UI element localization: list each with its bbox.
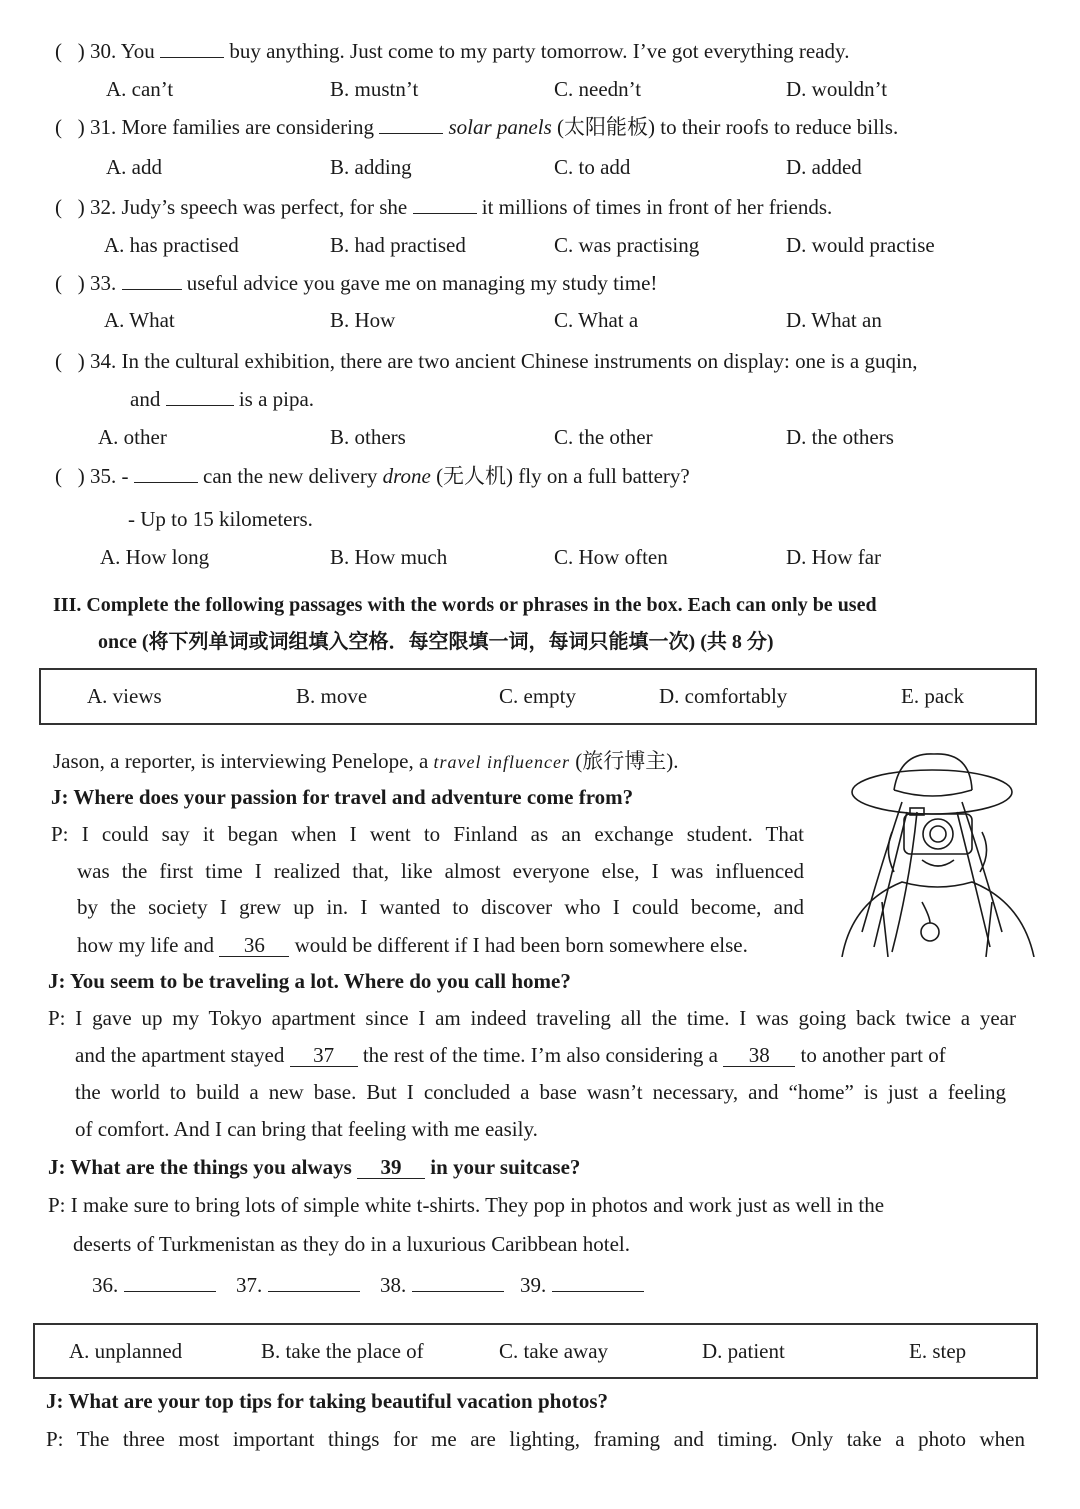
dialogue-answer-line: deserts of Turkmenistan as they do in a luxurious Caribbean hotel. — [73, 1232, 631, 1256]
answer-number: 39. — [520, 1273, 547, 1297]
question-number: 35. — [90, 464, 117, 488]
option-c[interactable]: C. needn’t — [554, 77, 642, 101]
answer-number: 36. — [92, 1273, 119, 1297]
dialogue-answer-line — [77, 932, 748, 958]
question-34-line2 — [130, 386, 314, 412]
option-b[interactable]: B. How much — [330, 545, 448, 569]
dialogue-answer-line: of comfort. And I can bring that feeling with me easily. — [75, 1117, 538, 1141]
question-35 — [55, 463, 690, 489]
question-33 — [55, 270, 657, 296]
question-text: In the cultural exhibition, there are two ancient Chinese instruments on display: one is a guqin, — [121, 349, 918, 373]
passage-text: in your suitcase? — [430, 1155, 581, 1179]
option-c[interactable]: C. What a — [554, 308, 639, 332]
option-d[interactable]: D. added — [786, 155, 862, 179]
option-b[interactable]: B. mustn’t — [330, 77, 419, 101]
question-text: (太阳能板) to their roofs to reduce bills. — [557, 115, 899, 139]
dialogue-question: J: Where does your passion for travel and adventure come from? — [51, 785, 634, 809]
question-blank — [413, 195, 477, 214]
blank-38[interactable]: 38 — [723, 1044, 795, 1067]
answer-blank-36[interactable] — [124, 1273, 216, 1292]
question-number: 31. — [90, 115, 117, 139]
option-a[interactable]: A. What — [104, 308, 175, 332]
question-text: it millions of times in front of her friends. — [481, 195, 833, 219]
answer-paren[interactable]: ( ) — [55, 271, 85, 295]
word-option[interactable]: C. take away — [499, 1339, 609, 1363]
option-a[interactable]: A. can’t — [106, 77, 174, 101]
passage-text: would be different if I had been born somewhere else. — [294, 933, 748, 957]
option-b[interactable]: B. How — [330, 308, 396, 332]
option-a[interactable]: A. has practised — [104, 233, 239, 257]
traveler-illustration — [822, 752, 1052, 957]
option-a[interactable]: A. other — [98, 425, 167, 449]
photographer-icon — [822, 752, 1052, 957]
answer-number: 37. — [236, 1273, 263, 1297]
question-text: is a pipa. — [238, 387, 315, 411]
dialogue-answer-line: P: I gave up my Tokyo apartment since I am indeed traveling all the time. I was going back twice a year — [48, 1006, 1016, 1030]
option-d[interactable]: D. wouldn’t — [786, 77, 888, 101]
blank-39[interactable]: 39 — [357, 1156, 425, 1179]
question-text: (无人机) fly on a full battery? — [436, 464, 690, 488]
answer-blank-38[interactable] — [412, 1273, 504, 1292]
option-b[interactable]: B. others — [330, 425, 406, 449]
question-blank — [134, 464, 198, 483]
option-a[interactable]: A. add — [106, 155, 162, 179]
passage-text: and the apartment stayed — [75, 1043, 285, 1067]
section-heading: III. Complete the following passages with the words or phrases in the box. Each can only be used — [53, 594, 877, 616]
question-30 — [55, 38, 849, 64]
passage-text: how my life and — [77, 933, 215, 957]
passage-intro — [53, 748, 679, 775]
blank-37[interactable]: 37 — [290, 1044, 358, 1067]
word-box-1 — [39, 668, 1037, 725]
question-text: Judy’s speech was perfect, for she — [121, 195, 408, 219]
word-option[interactable]: B. take the place of — [261, 1339, 424, 1363]
dialogue-question — [48, 1154, 580, 1180]
question-text: You — [120, 39, 155, 63]
answer-blank-37[interactable] — [268, 1273, 360, 1292]
question-italic-term: solar panels — [448, 115, 552, 139]
word-option[interactable]: E. pack — [901, 684, 964, 708]
question-number: 33. — [90, 271, 117, 295]
option-a[interactable]: A. How long — [100, 545, 210, 569]
question-34 — [55, 348, 918, 374]
question-text: can the new delivery — [203, 464, 378, 488]
answer-paren[interactable]: ( ) — [55, 464, 85, 488]
passage-text: J: What are the things you always — [48, 1155, 352, 1179]
word-box-2 — [33, 1323, 1038, 1379]
passage-italic-term: travel influencer — [433, 752, 571, 772]
dialogue-answer-line: P: I could say it began when I went to Finland as an exchange student. That — [51, 822, 804, 846]
question-number: 32. — [90, 195, 117, 219]
word-option[interactable]: B. move — [296, 684, 368, 708]
question-blank — [160, 39, 224, 58]
option-b[interactable]: B. had practised — [330, 233, 466, 257]
dialogue-answer-line: by the society I grew up in. I wanted to discover who I could become, and — [77, 895, 804, 919]
dialogue-answer-line: was the first time I realized that, like almost everyone else, I was influenced — [77, 859, 804, 883]
dialogue-question: J: What are your top tips for taking beautiful vacation photos? — [46, 1389, 609, 1413]
word-option[interactable]: A. views — [87, 684, 162, 708]
question-text: - — [121, 464, 129, 488]
question-number: 30. — [90, 39, 117, 63]
option-c[interactable]: C. How often — [554, 545, 668, 569]
question-text: buy anything. Just come to my party tomorrow. I’ve got everything ready. — [229, 39, 850, 63]
option-d[interactable]: D. What an — [786, 308, 882, 332]
option-d[interactable]: D. How far — [786, 545, 882, 569]
question-text: and — [130, 387, 161, 411]
question-italic-term: drone — [382, 464, 431, 488]
question-number: 34. — [90, 349, 117, 373]
option-d[interactable]: D. would practise — [786, 233, 935, 257]
answer-paren[interactable]: ( ) — [55, 115, 85, 139]
question-31 — [55, 114, 898, 140]
option-c[interactable]: C. was practising — [554, 233, 700, 257]
question-blank — [166, 387, 234, 406]
answer-line — [92, 1272, 644, 1298]
dialogue-answer-line: the world to build a new base. But I concluded a base wasn’t necessary, and “home” is just a feeling — [75, 1080, 1006, 1104]
dialogue-answer: - Up to 15 kilometers. — [128, 507, 313, 531]
dialogue-question: J: You seem to be traveling a lot. Where do you call home? — [48, 969, 571, 993]
option-d[interactable]: D. the others — [786, 425, 894, 449]
dialogue-answer-line: P: I make sure to bring lots of simple white t-shirts. They pop in photos and work just as well in the — [48, 1193, 885, 1217]
passage-text: the rest of the time. I’m also considering a — [362, 1043, 718, 1067]
dialogue-answer-line: P: The three most important things for me are lighting, framing and timing. Only take a photo when — [46, 1427, 1025, 1451]
dialogue-answer-line — [75, 1042, 946, 1068]
answer-paren[interactable]: ( ) — [55, 39, 85, 63]
word-option[interactable]: E. step — [909, 1339, 967, 1363]
option-c[interactable]: C. the other — [554, 425, 653, 449]
question-32 — [55, 194, 832, 220]
answer-paren[interactable]: ( ) — [55, 349, 85, 373]
word-option[interactable]: C. empty — [499, 684, 576, 708]
answer-paren[interactable]: ( ) — [55, 195, 85, 219]
question-blank — [379, 115, 443, 134]
question-text: More families are considering — [121, 115, 374, 139]
answer-blank-39[interactable] — [552, 1273, 644, 1292]
blank-36[interactable]: 36 — [219, 934, 289, 957]
passage-text: Jason, a reporter, is interviewing Penelope, a — [53, 749, 429, 773]
word-option[interactable]: D. comfortably — [659, 684, 788, 708]
passage-text: (旅行博主). — [575, 749, 679, 773]
question-text: useful advice you gave me on managing my study time! — [186, 271, 658, 295]
question-blank — [122, 271, 182, 290]
passage-text: to another part of — [800, 1043, 946, 1067]
option-b[interactable]: B. adding — [330, 155, 412, 179]
word-option[interactable]: A. unplanned — [69, 1339, 183, 1363]
word-option[interactable]: D. patient — [702, 1339, 785, 1363]
option-c[interactable]: C. to add — [554, 155, 631, 179]
answer-number: 38. — [380, 1273, 407, 1297]
section-heading-line2: once (将下列单词或词组填入空格．每空限填一词，每词只能填一次) (共 8 分) — [98, 631, 774, 653]
